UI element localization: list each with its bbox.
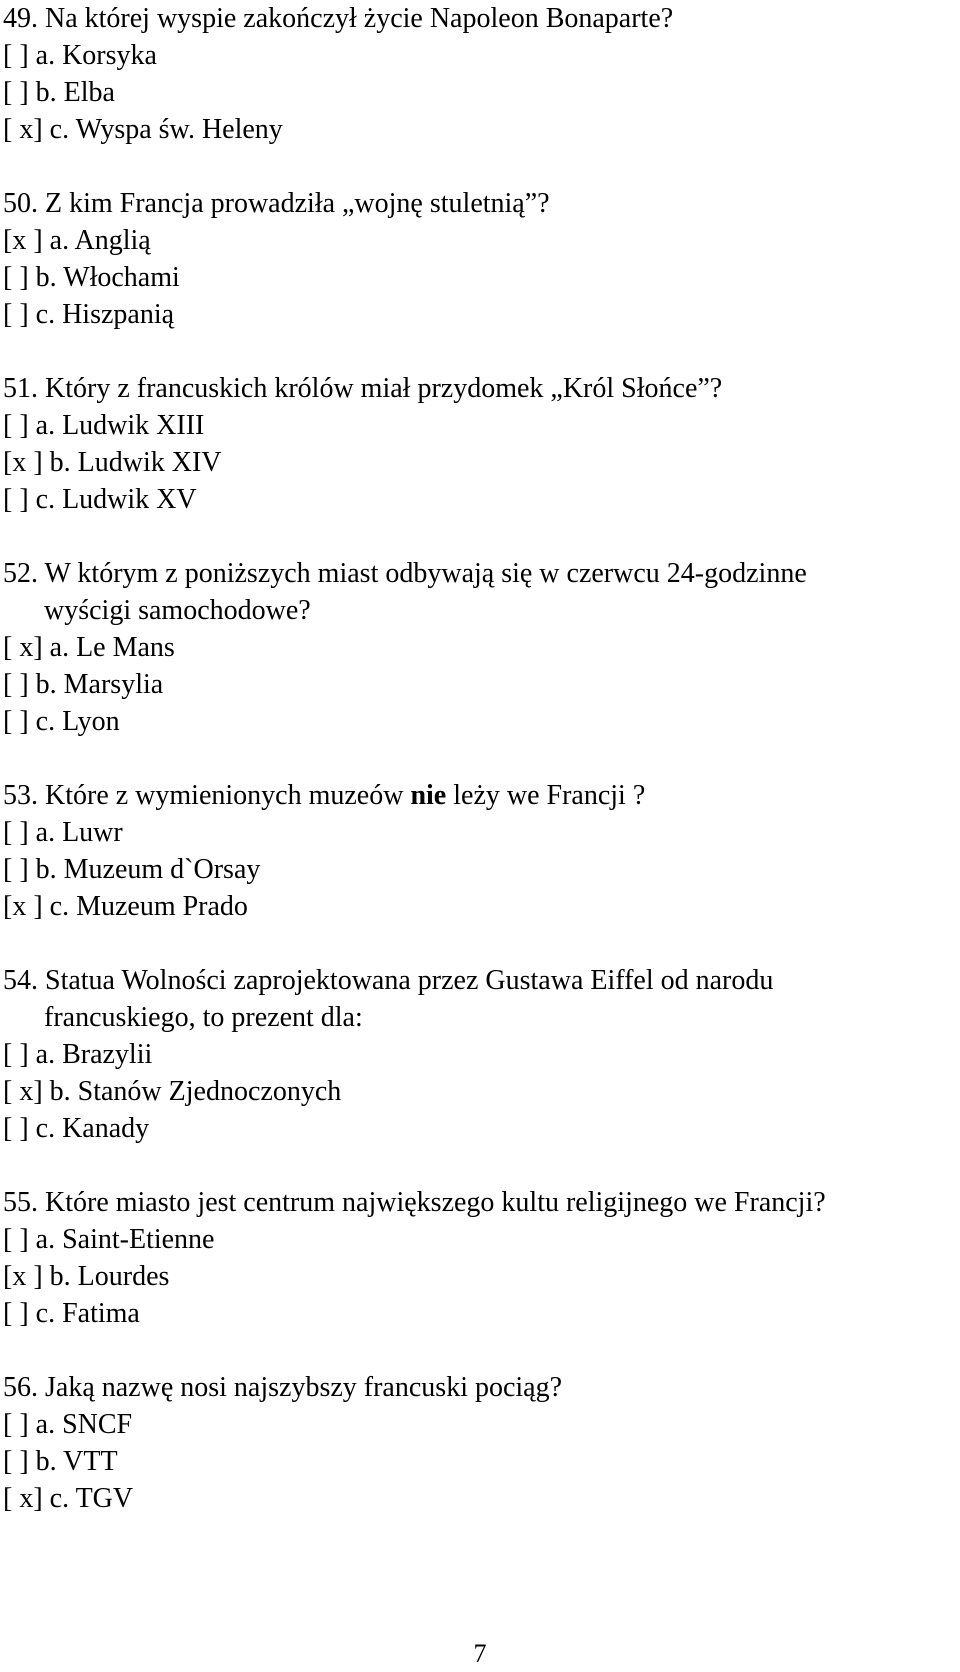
question-53 xyxy=(3,777,953,925)
question-50 xyxy=(3,185,953,333)
question-text-emphasis: nie xyxy=(410,780,447,811)
question-text xyxy=(3,777,953,814)
question-49 xyxy=(3,0,953,148)
page-number: 7 xyxy=(473,1639,487,1668)
answer-a: [ ] a. Korsyka xyxy=(3,40,157,71)
question-56 xyxy=(3,1369,953,1517)
answer-b: [ ] b. Włochami xyxy=(3,262,180,293)
question-text: 51. Który z francuskich królów miał przydomek „Król Słońce”? xyxy=(3,373,723,404)
question-text: 55. Które miasto jest centrum największego kultu religijnego we Francji? xyxy=(3,1187,826,1218)
answer-b: [x ] b. Lourdes xyxy=(3,1261,170,1292)
answer-b: [ ] b. VTT xyxy=(3,1446,118,1477)
answer-a: [ x] a. Le Mans xyxy=(3,632,175,663)
answer-c: [ x] c. Wyspa św. Heleny xyxy=(3,114,283,145)
answer-c: [ ] c. Kanady xyxy=(3,1113,150,1144)
question-text: 54. Statua Wolności zaprojektowana przez Gustawa Eiffel od narodu xyxy=(3,965,774,996)
answer-a: [ ] a. Ludwik XIII xyxy=(3,410,205,441)
answer-c: [ x] c. TGV xyxy=(3,1483,134,1514)
question-54 xyxy=(3,962,953,1147)
question-text: 50. Z kim Francja prowadziła „wojnę stuletnią”? xyxy=(3,188,550,219)
answer-b: [x ] b. Ludwik XIV xyxy=(3,447,222,478)
question-text-end: leży we Francji ? xyxy=(446,780,646,811)
answer-c: [ ] c. Lyon xyxy=(3,706,120,737)
question-text-start: 53. Które z wymienionych muzeów xyxy=(3,780,411,811)
question-text-continuation: francuskiego, to prezent dla: xyxy=(44,1002,363,1033)
answer-c: [ ] c. Fatima xyxy=(3,1298,140,1329)
answer-a: [ ] a. Brazylii xyxy=(3,1039,153,1070)
answer-c: [ ] c. Hiszpanią xyxy=(3,299,175,330)
answer-a: [x ] a. Anglią xyxy=(3,225,151,256)
answer-a: [ ] a. SNCF xyxy=(3,1409,133,1440)
question-text: 56. Jaką nazwę nosi najszybszy francuski pociąg? xyxy=(3,1372,563,1403)
question-text: 52. W którym z poniższych miast odbywają się w czerwcu 24-godzinne xyxy=(3,558,807,589)
question-51 xyxy=(3,370,953,518)
answer-b: [ x] b. Stanów Zjednoczonych xyxy=(3,1076,342,1107)
answer-b: [ ] b. Marsylia xyxy=(3,669,164,700)
question-text-continuation: wyścigi samochodowe? xyxy=(44,595,311,626)
question-52 xyxy=(3,555,953,740)
answer-b: [ ] b. Elba xyxy=(3,77,115,108)
answer-a: [ ] a. Saint-Etienne xyxy=(3,1224,215,1255)
quiz-page xyxy=(3,0,953,1554)
answer-a: [ ] a. Luwr xyxy=(3,817,123,848)
question-text: 49. Na której wyspie zakończył życie Napoleon Bonaparte? xyxy=(3,3,674,34)
answer-b: [ ] b. Muzeum d`Orsay xyxy=(3,854,261,885)
answer-c: [x ] c. Muzeum Prado xyxy=(3,891,248,922)
answer-c: [ ] c. Ludwik XV xyxy=(3,484,197,515)
question-55 xyxy=(3,1184,953,1332)
